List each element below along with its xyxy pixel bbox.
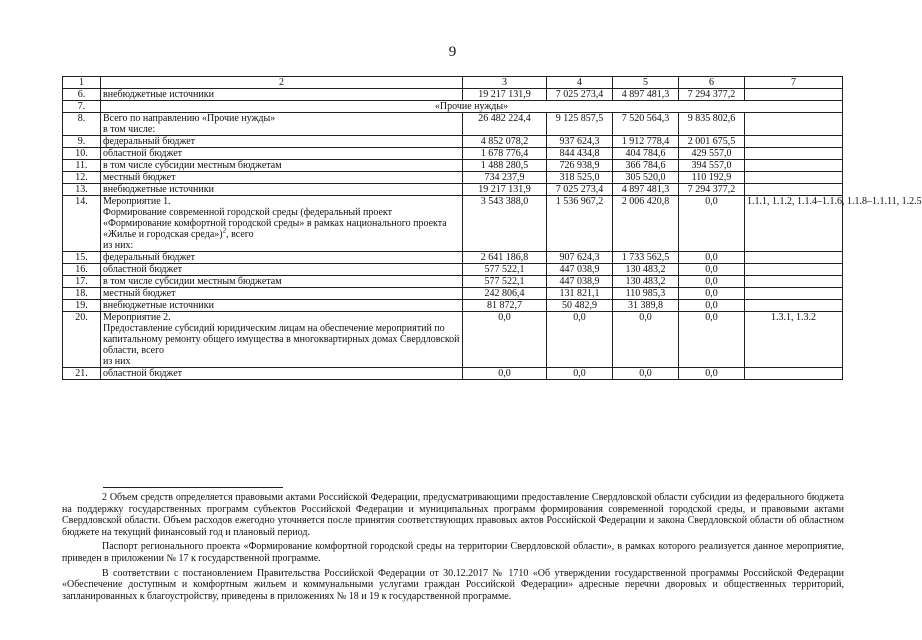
- value-total: 734 237,9: [463, 172, 547, 184]
- row-number: 16.: [63, 264, 101, 276]
- row-label: областной бюджет: [101, 148, 463, 160]
- footnote-mark: 2: [222, 226, 227, 235]
- row-label: федеральный бюджет: [101, 252, 463, 264]
- value-year-1: 7 025 273,4: [547, 184, 613, 196]
- value-year-1: 726 938,9: [547, 160, 613, 172]
- column-header: 6: [679, 77, 745, 89]
- row-label-text: , всего: [226, 229, 254, 240]
- row-label-line: из них:: [103, 240, 134, 251]
- value-year-3: 0,0: [679, 264, 745, 276]
- row-label: местный бюджет: [101, 172, 463, 184]
- row-label: внебюджетные источники: [101, 184, 463, 196]
- target-codes: [745, 172, 843, 184]
- note-paragraph: В соответствии с постановлением Правительства Российской Федерации от 30.12.2017 № 1710 «Об утверждении государственной программы Российской Федерации «Обеспечение доступным и комфортным жильем и коммунальными услугами граждан Российской Федерации» адресные перечни дворовых и общественных территорий, запланированных к благоустройству, приведены в приложениях № 18 и 19 к государственной программе.: [62, 567, 844, 602]
- value-year-2: 0,0: [613, 312, 679, 368]
- row-label: [101, 113, 463, 136]
- value-year-1: 7 025 273,4: [547, 89, 613, 101]
- target-codes: [745, 113, 843, 136]
- target-codes: 1.3.1, 1.3.2: [745, 312, 843, 368]
- value-year-3: 0,0: [679, 288, 745, 300]
- row-number: 17.: [63, 276, 101, 288]
- target-codes: [745, 300, 843, 312]
- row-label: внебюджетные источники: [101, 300, 463, 312]
- value-total: 0,0: [463, 368, 547, 380]
- value-total: 1 678 776,4: [463, 148, 547, 160]
- column-header: 7: [745, 77, 843, 89]
- value-year-1: 937 624,3: [547, 136, 613, 148]
- value-year-3: 394 557,0: [679, 160, 745, 172]
- value-year-2: 4 897 481,3: [613, 89, 679, 101]
- value-year-3: 0,0: [679, 312, 745, 368]
- row-label: областной бюджет: [101, 368, 463, 380]
- row-label: в том числе субсидии местным бюджетам: [101, 160, 463, 172]
- value-year-3: 0,0: [679, 196, 745, 252]
- row-number: 14.: [63, 196, 101, 252]
- table-row: [63, 89, 843, 101]
- target-codes: [745, 368, 843, 380]
- budget-table: [62, 76, 922, 380]
- value-year-2: 404 784,6: [613, 148, 679, 160]
- row-number: 8.: [63, 113, 101, 136]
- row-number: 10.: [63, 148, 101, 160]
- value-year-2: 366 784,6: [613, 160, 679, 172]
- row-number: 11.: [63, 160, 101, 172]
- row-number: 21.: [63, 368, 101, 380]
- value-year-2: 31 389,8: [613, 300, 679, 312]
- value-year-2: 1 912 778,4: [613, 136, 679, 148]
- row-label-line: Мероприятие 1.: [103, 196, 171, 207]
- value-total: 577 522,1: [463, 276, 547, 288]
- footnotes: [62, 492, 844, 605]
- row-number: 20.: [63, 312, 101, 368]
- value-year-1: 50 482,9: [547, 300, 613, 312]
- value-year-1: 447 038,9: [547, 264, 613, 276]
- row-label-line: Мероприятие 2.: [103, 312, 171, 323]
- value-year-2: 2 006 420,8: [613, 196, 679, 252]
- value-year-1: 1 536 967,2: [547, 196, 613, 252]
- value-total: 2 641 186,8: [463, 252, 547, 264]
- value-year-3: 7 294 377,2: [679, 184, 745, 196]
- table-row: [63, 288, 843, 300]
- table-row: [63, 300, 843, 312]
- value-year-1: 318 525,0: [547, 172, 613, 184]
- target-codes: [745, 136, 843, 148]
- value-year-2: 305 520,0: [613, 172, 679, 184]
- value-year-3: 0,0: [679, 252, 745, 264]
- target-codes: [745, 252, 843, 264]
- row-label: [101, 312, 463, 368]
- section-row: [63, 101, 843, 113]
- value-year-3: 0,0: [679, 300, 745, 312]
- target-codes: 1.1.1, 1.1.2, 1.1.4–1.1.6, 1.1.8–1.1.11, 1.2.5: [745, 196, 843, 252]
- row-number: 9.: [63, 136, 101, 148]
- value-total: 0,0: [463, 312, 547, 368]
- row-label-line: [103, 207, 460, 240]
- row-label: федеральный бюджет: [101, 136, 463, 148]
- value-total: 1 488 280,5: [463, 160, 547, 172]
- target-codes: [745, 276, 843, 288]
- value-total: 4 852 078,2: [463, 136, 547, 148]
- value-year-2: 130 483,2: [613, 276, 679, 288]
- value-year-3: 9 835 802,6: [679, 113, 745, 136]
- row-label: [101, 196, 463, 252]
- row-label-line: в том числе:: [103, 124, 156, 135]
- value-year-3: 7 294 377,2: [679, 89, 745, 101]
- page-number: 9: [448, 44, 457, 60]
- table-row: [63, 264, 843, 276]
- value-year-2: 130 483,2: [613, 264, 679, 276]
- column-header: 4: [547, 77, 613, 89]
- row-number: 6.: [63, 89, 101, 101]
- value-total: 577 522,1: [463, 264, 547, 276]
- value-total: 3 543 388,0: [463, 196, 547, 252]
- row-label-line: из них: [103, 356, 131, 367]
- value-year-3: 2 001 675,5: [679, 136, 745, 148]
- row-label-line: Предоставление субсидий юридическим лицам на обеспечение мероприятий по капитальному ремонту общего имущества в многоквартирных домах Свердловской области, всего: [103, 323, 460, 356]
- value-total: 19 217 131,9: [463, 184, 547, 196]
- row-number: 7.: [63, 101, 101, 113]
- value-year-3: 0,0: [679, 368, 745, 380]
- row-number: 19.: [63, 300, 101, 312]
- value-year-1: 131 821,1: [547, 288, 613, 300]
- row-label-text: Формирование современной городской среды (федеральный проект «Формирование комфортной городской среды» в рамках национального проекта «Жилье и городская среда»): [103, 207, 447, 240]
- value-year-2: 7 520 564,3: [613, 113, 679, 136]
- value-year-3: 110 192,9: [679, 172, 745, 184]
- value-year-2: 4 897 481,3: [613, 184, 679, 196]
- row-number: 18.: [63, 288, 101, 300]
- value-total: 81 872,7: [463, 300, 547, 312]
- note-paragraph: Паспорт регионального проекта «Формирование комфортной городской среды на территории Свердловской области», в рамках которого реализуется данное мероприятие, приведен в приложении № 17 к государственной программе.: [62, 541, 844, 564]
- value-total: 242 806,4: [463, 288, 547, 300]
- value-year-1: 0,0: [547, 368, 613, 380]
- column-header: 5: [613, 77, 679, 89]
- column-header: 1: [63, 77, 101, 89]
- row-label-line: Всего по направлению «Прочие нужды»: [103, 113, 276, 124]
- value-year-1: 0,0: [547, 312, 613, 368]
- table-row: [63, 312, 843, 368]
- target-codes: [745, 264, 843, 276]
- table-row: [63, 368, 843, 380]
- row-label: областной бюджет: [101, 264, 463, 276]
- value-year-3: 429 557,0: [679, 148, 745, 160]
- column-header: 3: [463, 77, 547, 89]
- table-row: [63, 160, 843, 172]
- table-row: [63, 196, 843, 252]
- section-title: «Прочие нужды»: [101, 101, 843, 113]
- value-total: 26 482 224,4: [463, 113, 547, 136]
- row-number: 12.: [63, 172, 101, 184]
- column-header: 2: [101, 77, 463, 89]
- value-year-2: 110 985,3: [613, 288, 679, 300]
- row-label: в том числе субсидии местным бюджетам: [101, 276, 463, 288]
- value-year-1: 844 434,8: [547, 148, 613, 160]
- table-header-row: [63, 77, 843, 89]
- row-number: 13.: [63, 184, 101, 196]
- footnote-2: 2 Объем средств определяется правовыми актами Российской Федерации, предусматривающими предоставление Свердловской области субсидии из федерального бюджета на поддержку государственных программ субъектов Российской Федерации и муниципальных программ формирования современной городской среды, и правовыми актами Свердловской области. Объем расходов ежегодно уточняется после принятия соответствующих правовых актов Российской Федерации и закона Свердловской области об областном бюджете на текущий финансовый год и плановый период.: [62, 492, 844, 538]
- row-number: 15.: [63, 252, 101, 264]
- table-row: [63, 252, 843, 264]
- table-row: [63, 148, 843, 160]
- value-year-1: 907 624,3: [547, 252, 613, 264]
- target-codes: [745, 89, 843, 101]
- table-row: [63, 276, 843, 288]
- table-row: [63, 113, 843, 136]
- target-codes: [745, 288, 843, 300]
- target-codes: [745, 160, 843, 172]
- table-row: [63, 172, 843, 184]
- value-year-1: 447 038,9: [547, 276, 613, 288]
- table-row: [63, 184, 843, 196]
- table-row: [63, 136, 843, 148]
- footnote-divider: [103, 487, 283, 488]
- row-label: внебюджетные источники: [101, 89, 463, 101]
- row-label: местный бюджет: [101, 288, 463, 300]
- value-year-2: 0,0: [613, 368, 679, 380]
- value-year-3: 0,0: [679, 276, 745, 288]
- value-year-1: 9 125 857,5: [547, 113, 613, 136]
- value-year-2: 1 733 562,5: [613, 252, 679, 264]
- target-codes: [745, 184, 843, 196]
- value-total: 19 217 131,9: [463, 89, 547, 101]
- target-codes: [745, 148, 843, 160]
